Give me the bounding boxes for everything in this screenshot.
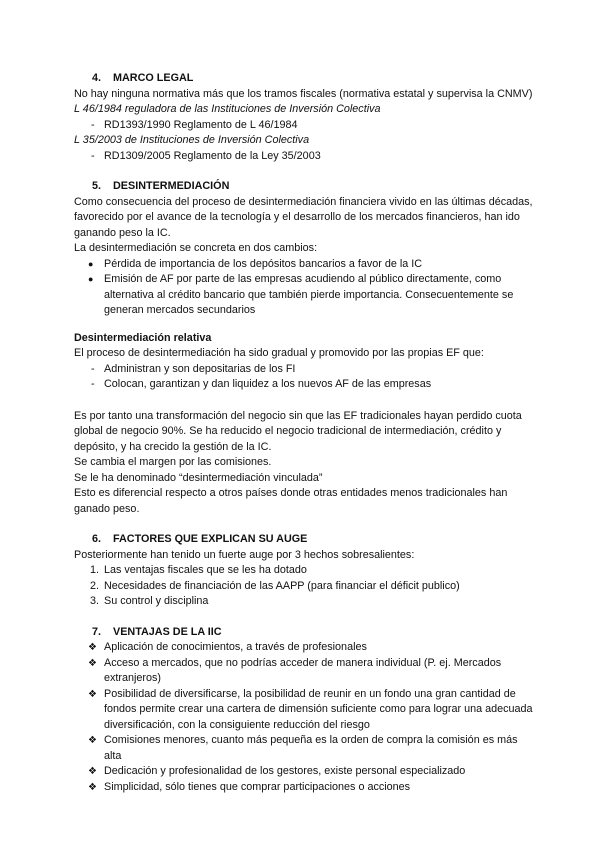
diamond-bullet-icon: ❖ — [88, 688, 97, 700]
list-item — [74, 764, 536, 780]
dash-marker: - — [91, 118, 95, 131]
section-7-heading — [74, 625, 536, 641]
section-6-heading — [74, 532, 536, 548]
list-item-text: Colocan, garantizan y dan liquidez a los nuevos AF de las empresas — [104, 378, 432, 390]
section-number: 7. — [92, 625, 102, 638]
list-item-text: Emisión de AF por parte de las empresas acudiendo al público directamente, como alternativa al crédito bancario que también pierde importancia. Consecuentemente se generan mercados secundarios — [104, 273, 514, 316]
list-item-text: Necesidades de financiación de las AAPP (para financiar el déficit publico) — [104, 579, 460, 592]
list-number: 1. — [90, 564, 100, 576]
section-title: DESINTERMEDIACIÓN — [113, 180, 230, 192]
list-item — [74, 579, 536, 595]
paragraph: Se cambia el margen por las comisiones. — [74, 456, 272, 468]
paragraph: Esto es diferencial respecto a otros países donde otras entidades menos tradicionales han ganado peso. — [74, 487, 508, 515]
law-title: L 35/2003 de Instituciones de Inversión Colectiva — [74, 134, 310, 146]
law-title: L 46/1984 reguladora de las Instituciones de Inversión Colectiva — [74, 103, 381, 115]
diamond-bullet-icon: ❖ — [88, 735, 97, 746]
paragraph: Es por tanto una transformación del negocio sin que las EF tradicionales hayan perdido cuota global de negocio 90%. Se ha reducido el negocio tradicional de intermediación, crédito y depósito, y ha crecido la gestión de la IC. — [74, 409, 522, 453]
bullet-icon: ● — [88, 258, 94, 269]
section-title: FACTORES QUE EXPLICAN SU AUGE — [113, 533, 308, 545]
list-item — [74, 687, 536, 734]
section-title: VENTAJAS DE LA IIC — [113, 625, 222, 638]
list-number: 3. — [90, 595, 100, 607]
list-item-text: Aplicación de conocimientos, a través de profesionales — [104, 641, 367, 653]
dash-marker: - — [91, 149, 95, 162]
list-item-text: Las ventajas fiscales que se les ha dotado — [104, 564, 307, 576]
list-item — [74, 377, 536, 393]
section-number: 4. — [92, 72, 102, 84]
diamond-bullet-icon: ❖ — [88, 642, 97, 653]
list-item-text: RD1393/1990 Reglamento de L 46/1984 — [104, 118, 298, 131]
diamond-bullet-icon: ❖ — [88, 766, 97, 777]
list-item — [74, 118, 536, 134]
paragraph: Se le ha denominado “desintermediación vinculada” — [74, 471, 323, 484]
list-item — [74, 780, 536, 796]
paragraph: Como consecuencia del proceso de desintermediación financiera vivido en las últimas décadas, favorecido por el avance de la tecnología y el desarrollo de los mercados financieros, han ido ganando peso la IC. — [74, 195, 533, 239]
subsection-title: Desintermediación relativa — [74, 331, 212, 344]
section-number: 6. — [92, 533, 102, 545]
list-item-text: RD1309/2005 Reglamento de la Ley 35/2003 — [104, 149, 321, 162]
bullet-icon: ● — [88, 274, 94, 284]
list-item — [74, 640, 536, 656]
document-page — [74, 71, 536, 795]
paragraph: El proceso de desintermediación ha sido gradual y promovido por las propias EF que: — [74, 347, 484, 359]
section-5-heading — [74, 179, 536, 195]
list-item-text: Posibilidad de diversificarse, la posibilidad de reunir en un fondo una gran cantidad de fondos permite crear una cartera de dimensión suficiente como para lograr una adecuada diversificación, con la consiguiente reducción del riesgo — [104, 687, 533, 731]
list-item — [74, 656, 536, 687]
paragraph: Posteriormente han tenido un fuerte auge por 3 hechos sobresalientes: — [74, 548, 415, 561]
list-item — [74, 563, 536, 579]
list-item — [74, 149, 536, 165]
list-item-text: Pérdida de importancia de los depósitos bancarios a favor de la IC — [104, 257, 423, 270]
list-item-text: Comisiones menores, cuanto más pequeña es la orden de compra la comisión es más alta — [104, 734, 518, 762]
list-item — [74, 257, 536, 273]
diamond-bullet-icon: ❖ — [88, 781, 97, 793]
list-item — [74, 594, 536, 610]
list-item-text: Su control y disciplina — [104, 595, 209, 607]
dash-marker: - — [91, 378, 95, 390]
list-item — [74, 733, 536, 764]
section-number: 5. — [92, 180, 102, 192]
dash-marker: - — [91, 362, 95, 375]
paragraph: La desintermediación se concreta en dos cambios: — [74, 242, 318, 254]
paragraph: No hay ninguna normativa más que los tramos fiscales (normativa estatal y supervisa la CNMV) — [74, 87, 533, 100]
list-item-text: Administran y son depositarias de los FI — [104, 362, 296, 375]
list-item — [74, 362, 536, 378]
list-item — [74, 272, 536, 319]
list-item-text: Dedicación y profesionalidad de los gestores, existe personal especializado — [104, 765, 466, 777]
section-title: MARCO LEGAL — [113, 72, 194, 84]
list-number: 2. — [90, 579, 100, 592]
list-item-text: Simplicidad, sólo tienes que comprar participaciones o acciones — [104, 780, 411, 793]
list-item-text: Acceso a mercados, que no podrías acceder de manera individual (P. ej. Mercados extranjeros) — [104, 656, 502, 684]
section-4-heading — [74, 71, 536, 87]
diamond-bullet-icon: ❖ — [88, 657, 97, 669]
